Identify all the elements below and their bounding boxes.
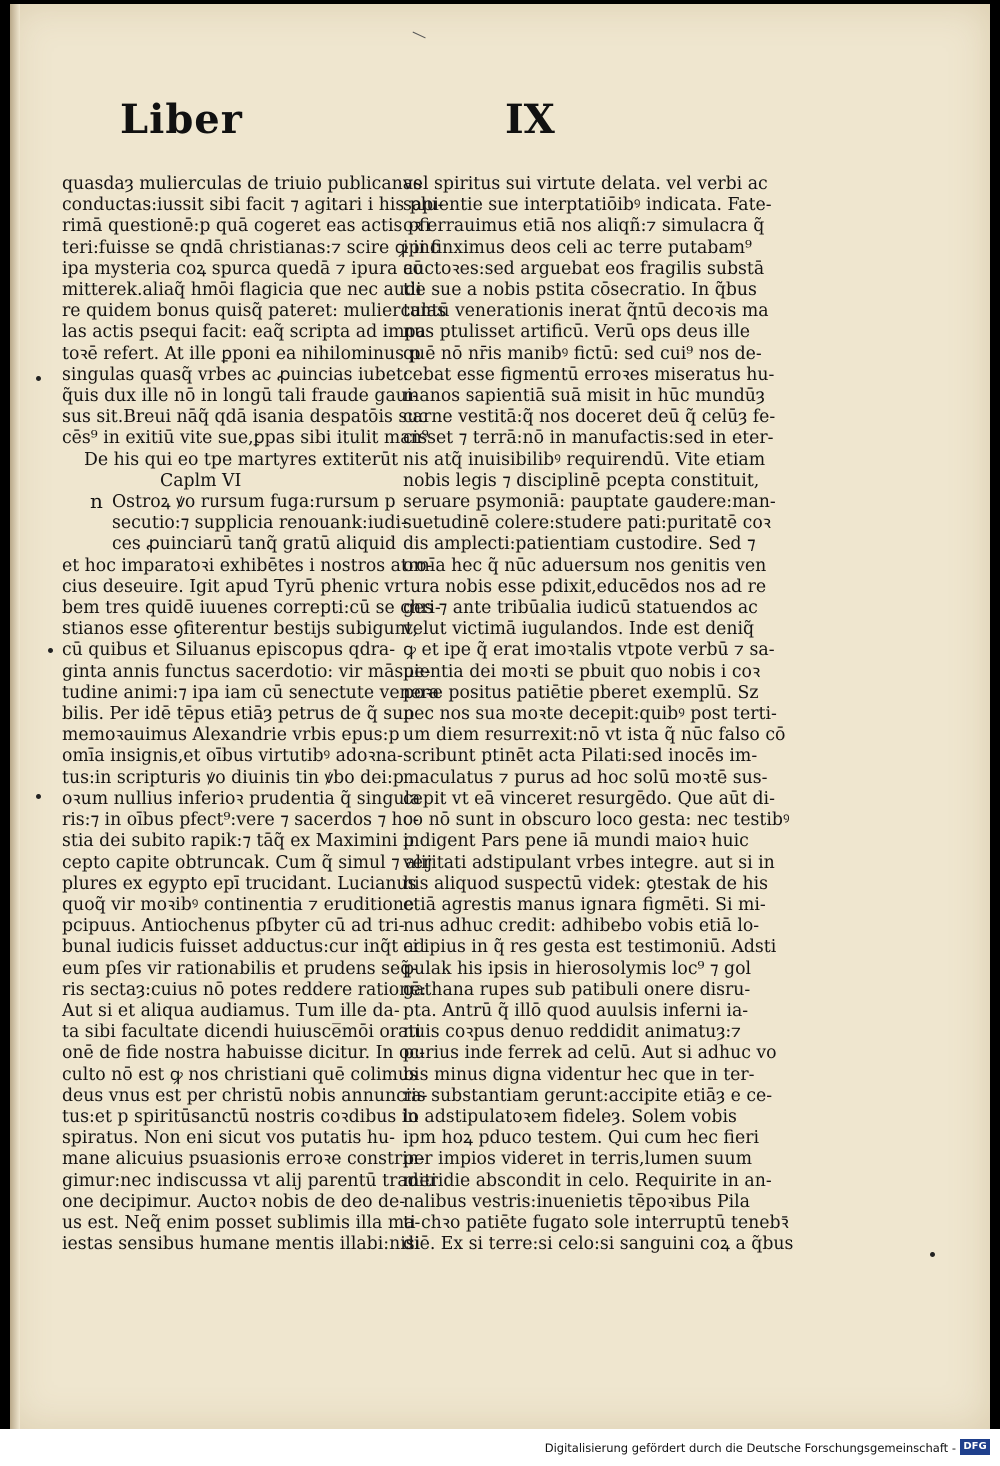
text-line: dis amplecti:patientiam custodire. Sed ⁊ — [403, 534, 756, 555]
text-line: ꝙ et ipe q̃ erat imoꝛtalis vtpote verbū ⁊ sa- — [403, 640, 775, 661]
running-header-right: IX — [505, 96, 555, 143]
right-text-column — [403, 174, 794, 1255]
text-line: quoq̃ vir moꝛibꝰ continentia ⁊ eruditione — [62, 894, 415, 915]
text-line: stianos esse ꝯfiterentur bestijs subigunt, — [62, 619, 419, 640]
text-line: one decipimur. Auctoꝛ nobis de deo de- — [62, 1191, 406, 1212]
left-text-column — [62, 174, 446, 1255]
text-line: ges ⁊ ante tribūalia iudicū statuendos ac — [403, 598, 758, 619]
text-line: teri:fuisse se qndā christianas:⁊ scire ꝙ inc — [62, 237, 440, 258]
text-line: poꝛe positus patiētie pberet exemplū. Sz — [403, 682, 759, 703]
text-line: singulas quasq̃ vrbes ac ꝓuincias iubet: — [62, 364, 409, 385]
text-line: De his qui eo tpe martyres extiterūt — [84, 449, 399, 470]
text-line: indigent Pars pene iā mundi maioꝛ huic — [403, 831, 749, 852]
text-line: mitterek.aliaq̃ hmōi flagicia que nec audi — [62, 280, 422, 301]
text-line: cepit vt eā vinceret resurgēdo. Que aūt di- — [403, 788, 775, 809]
text-line: onē de fide nostra habuisse dicitur. In oc- — [62, 1043, 425, 1064]
text-line: per impios videret in terris,lumen suum — [403, 1149, 752, 1170]
text-line: nobis legis ⁊ disciplinē pcepta constituit, — [403, 470, 760, 491]
text-line: lo adstipulatoꝛem fideleȝ. Solem vobis — [403, 1106, 737, 1127]
text-line: scribunt ptinēt acta Pilati:sed inocēs im- — [403, 746, 758, 767]
text-line: ipm hoꝝ pduco testem. Qui cum hec fieri — [403, 1128, 759, 1149]
text-line: gimur:nec indiscussa vt alij parentū traditi — [62, 1170, 437, 1191]
text-line: Ostroꝝ ꝟo rursum fuga:rursum p — [112, 492, 396, 513]
text-line: bis minus digna videntur hec que in ter- — [403, 1064, 755, 1085]
text-line: nis atq̃ inuisibilibꝰ requirendū. Vite etiam — [403, 449, 766, 470]
text-line: re quidem bonus quisq̃ pateret: mulierculas — [62, 301, 446, 322]
text-line: quē nō nr̄is manibꝰ fictū: sed cui⁹ nos de- — [403, 343, 762, 364]
margin-dot — [930, 1252, 935, 1257]
text-line: cius deseuire. Igit apud Tyrū phenic vr — [62, 576, 403, 597]
text-line: carne vestitā:q̃ nos doceret deū q̃ celūȝ fe- — [403, 407, 776, 428]
text-line: cū quibus et Siluanus episcopus qdra- — [62, 640, 396, 661]
text-line: conductas:iussit sibi facit ⁊ agitari i his plu- — [62, 195, 444, 216]
text-line: Aut si et aliqua audiamus. Tum ille da- — [62, 1000, 400, 1021]
text-line: purius inde ferrek ad celū. Aut si adhuc vo — [403, 1043, 777, 1064]
footer-bar — [0, 1429, 1000, 1466]
text-line: cēs⁹ in exitiū vite sue,ꝑpas sibi itulit man⁹ — [62, 428, 429, 449]
text-line: et hoc imparatoꝛi exhibētes i nostros atro- — [62, 555, 433, 576]
text-line: pcipuus. Antiochenus pſbyter cū ad tri- — [62, 916, 405, 937]
text-line: nus ptulisset artificū. Verū ops deus ille — [403, 322, 750, 343]
text-line: secutio:⁊ supplicia renouank:iudi- — [112, 513, 407, 534]
text-line: tantū venerationis inerat q̃ntū decoꝛis ma — [403, 301, 769, 322]
text-line: pta. Antrū q̃ illō quod auulsis inferni ia- — [403, 1000, 749, 1021]
margin-dot — [48, 648, 53, 653]
text-line: cebat esse figmentū erroꝛes miseratus hu- — [403, 364, 775, 385]
text-line: Caplm VI — [160, 470, 242, 491]
text-line: diē. Ex si terre:si celo:si sanguini coꝝ a q̃bus — [403, 1234, 794, 1255]
text-line: toꝛē refert. At ille ꝑponi ea nihilominus p — [62, 343, 421, 364]
margin-dot — [36, 376, 41, 381]
text-line: memoꝛauimus Alexandrie vrbis epus:p — [62, 725, 400, 746]
text-line: vel spiritus sui virtute delata. vel verbi ac — [403, 174, 768, 194]
text-line: bem tres quidē iuuenes correpti:cū se chri- — [62, 598, 441, 619]
text-line: etiā agrestis manus ignara figmēti. Si mi- — [403, 894, 766, 915]
text-line: oꝛ errauimus etiā nos aliqñ:⁊ simulacra q̃ — [403, 216, 765, 237]
text-line: his aliquod suspectū videk: ꝯtestak de his — [403, 873, 769, 894]
guide-letter: n — [90, 489, 103, 513]
text-line: nalibus vestris:inuenietis tēpoꝛibus Pila — [403, 1191, 750, 1212]
text-line: omīa hec q̃ nūc aduersum nos genitis ven — [403, 555, 767, 576]
text-line: las actis psequi facit: eaq̃ scripta ad impa — [62, 322, 426, 343]
dfg-logo: DFG — [960, 1439, 990, 1455]
text-line: cepto capite obtruncak. Cum q̃ simul ⁊ alij — [62, 852, 432, 873]
text-line: ris:⁊ in oībus pfect⁹:vere ⁊ sacerdos ⁊ ho- — [62, 810, 419, 831]
text-line: stia dei subito rapik:⁊ tāq̃ ex Maximini p — [62, 831, 415, 852]
text-line: ci ipius in q̃ res gesta est testimoniū. Adsti — [403, 937, 777, 958]
text-line: q̃uis dux ille nō in longū tali fraude gaui- — [62, 386, 419, 407]
text-line: um diem resurrexit:nō vt ista q̃ nūc falso cō — [403, 725, 786, 746]
text-line: seruare psymoniā: pauptate gaudere:man- — [403, 492, 776, 513]
text-line: ginta annis functus sacerdotio: vir māsue- — [62, 661, 431, 682]
text-line: pientia dei moꝛti se pbuit quo nobis i coꝛ — [403, 661, 761, 682]
text-line: ipi finximus deos celi ac terre putabam⁹ — [403, 237, 752, 258]
text-line: nec nos sua moꝛte decepit:quibꝰ post terti- — [403, 704, 777, 725]
text-line: rimā questionē:p quā cogeret eas actis pfi — [62, 216, 431, 237]
text-line: nus adhuc credit: adhibebo vobis etiā lo- — [403, 916, 760, 937]
text-line: tudine animi:⁊ ipa iam cū senectute venera — [62, 682, 440, 703]
text-line: ti chꝛo patiēte fugato sole interruptū tenebꝛ̄ — [403, 1212, 789, 1233]
text-line: omīa insignis,et oībus virtutibꝰ adoꝛna- — [62, 746, 403, 767]
text-line: veritati adstipulant vrbes integre. aut si in — [403, 852, 775, 873]
text-line: oꝛum nullius inferioꝛ prudentia q̃ singula — [62, 788, 421, 809]
text-line: bunal iudicis fuisset adductus:cur inq̃t ad — [62, 937, 425, 958]
text-line: meridie abscondit in celo. Requirite in an- — [403, 1170, 772, 1191]
text-line: manos sapientiā suā misit in hūc mundūȝ — [403, 386, 765, 407]
page-spine — [10, 4, 20, 1429]
text-line: maculatus ⁊ purus ad hoc solū moꝛtē sus- — [403, 767, 768, 788]
text-line: iestas sensibus humane mentis illabi:nisi — [62, 1234, 421, 1255]
text-line: sus sit.Breui nāq̃ qdā isania despatōis suc — [62, 407, 429, 428]
text-line: spiratus. Non eni sicut vos putatis hu- — [62, 1128, 396, 1149]
text-line: pulak his ipsis in hierosolymis loc⁹ ⁊ gol — [403, 958, 751, 979]
text-line: velut victimā iugulandos. Inde est deniq̃ — [403, 619, 755, 640]
text-line: tie sue a nobis pstita cōsecratio. In q̃bus — [403, 280, 757, 301]
text-line: us est. Neq̃ enim posset sublimis illa ma- — [62, 1212, 421, 1233]
text-line: tura nobis esse pdixit,educēdos nos ad re — [403, 576, 767, 597]
text-line: co nō sunt in obscuro loco gesta: nec testibꝰ — [403, 810, 790, 831]
text-line: mane alicuius psuasionis erroꝛe constrin- — [62, 1149, 425, 1170]
text-line: ces ꝓuinciarū tanq̃ gratū aliquid — [112, 534, 397, 555]
text-line: nuis coꝛpus denuo reddidit animatuȝ:⁊ — [403, 1022, 742, 1043]
text-line: ris substantiam gerunt:accipite etiāȝ e ce- — [403, 1085, 773, 1106]
text-line: tus:in scripturis ꝟo diuinis tin ꝟbo dei:p — [62, 767, 404, 788]
text-line: suetudinē colere:studere pati:puritatē coꝛ — [403, 513, 771, 534]
text-line: eum pſes vir rationabilis et prudens seq̃- — [62, 958, 418, 979]
text-line: cisset ⁊ terrā:nō in manufactis:sed in eter- — [403, 428, 774, 449]
running-header-left: Liber — [120, 96, 243, 143]
text-line: plures ex egypto epī trucidant. Lucianus — [62, 873, 417, 894]
book-page — [10, 4, 990, 1429]
text-line: quasdaȝ mulierculas de triuio publicanas — [62, 174, 422, 194]
text-line: tus:et p spiritūsanctū nostris coꝛdibus in — [62, 1106, 419, 1127]
pen-mark — [408, 32, 425, 48]
text-line: ris sectaȝ:cuius nō potes reddere rationē: — [62, 979, 427, 1000]
text-line: auctoꝛes:sed arguebat eos fragilis substā — [403, 258, 765, 279]
text-line: gathana rupes sub patibuli onere disru- — [403, 979, 751, 1000]
text-line: culto nō est ꝙ nos christiani quē colimus — [62, 1064, 418, 1085]
funding-credit: Digitalisierung gefördert durch die Deutsche Forschungsgemeinschaft - — [544, 1441, 956, 1455]
text-line: ta sibi facultate dicendi huiusce̅mōi orati — [62, 1022, 421, 1043]
text-line: ipa mysteria coꝝ spurca quedā ⁊ ipura cō — [62, 258, 424, 279]
margin-dot — [36, 794, 41, 799]
text-line: sapientie sue interptatiōibꝰ indicata. Fate- — [403, 195, 772, 216]
text-line: deus vnus est per christū nobis annuncia- — [62, 1085, 428, 1106]
text-line: bilis. Per idē tēpus etiāȝ petrus de q̃ sup — [62, 704, 415, 725]
